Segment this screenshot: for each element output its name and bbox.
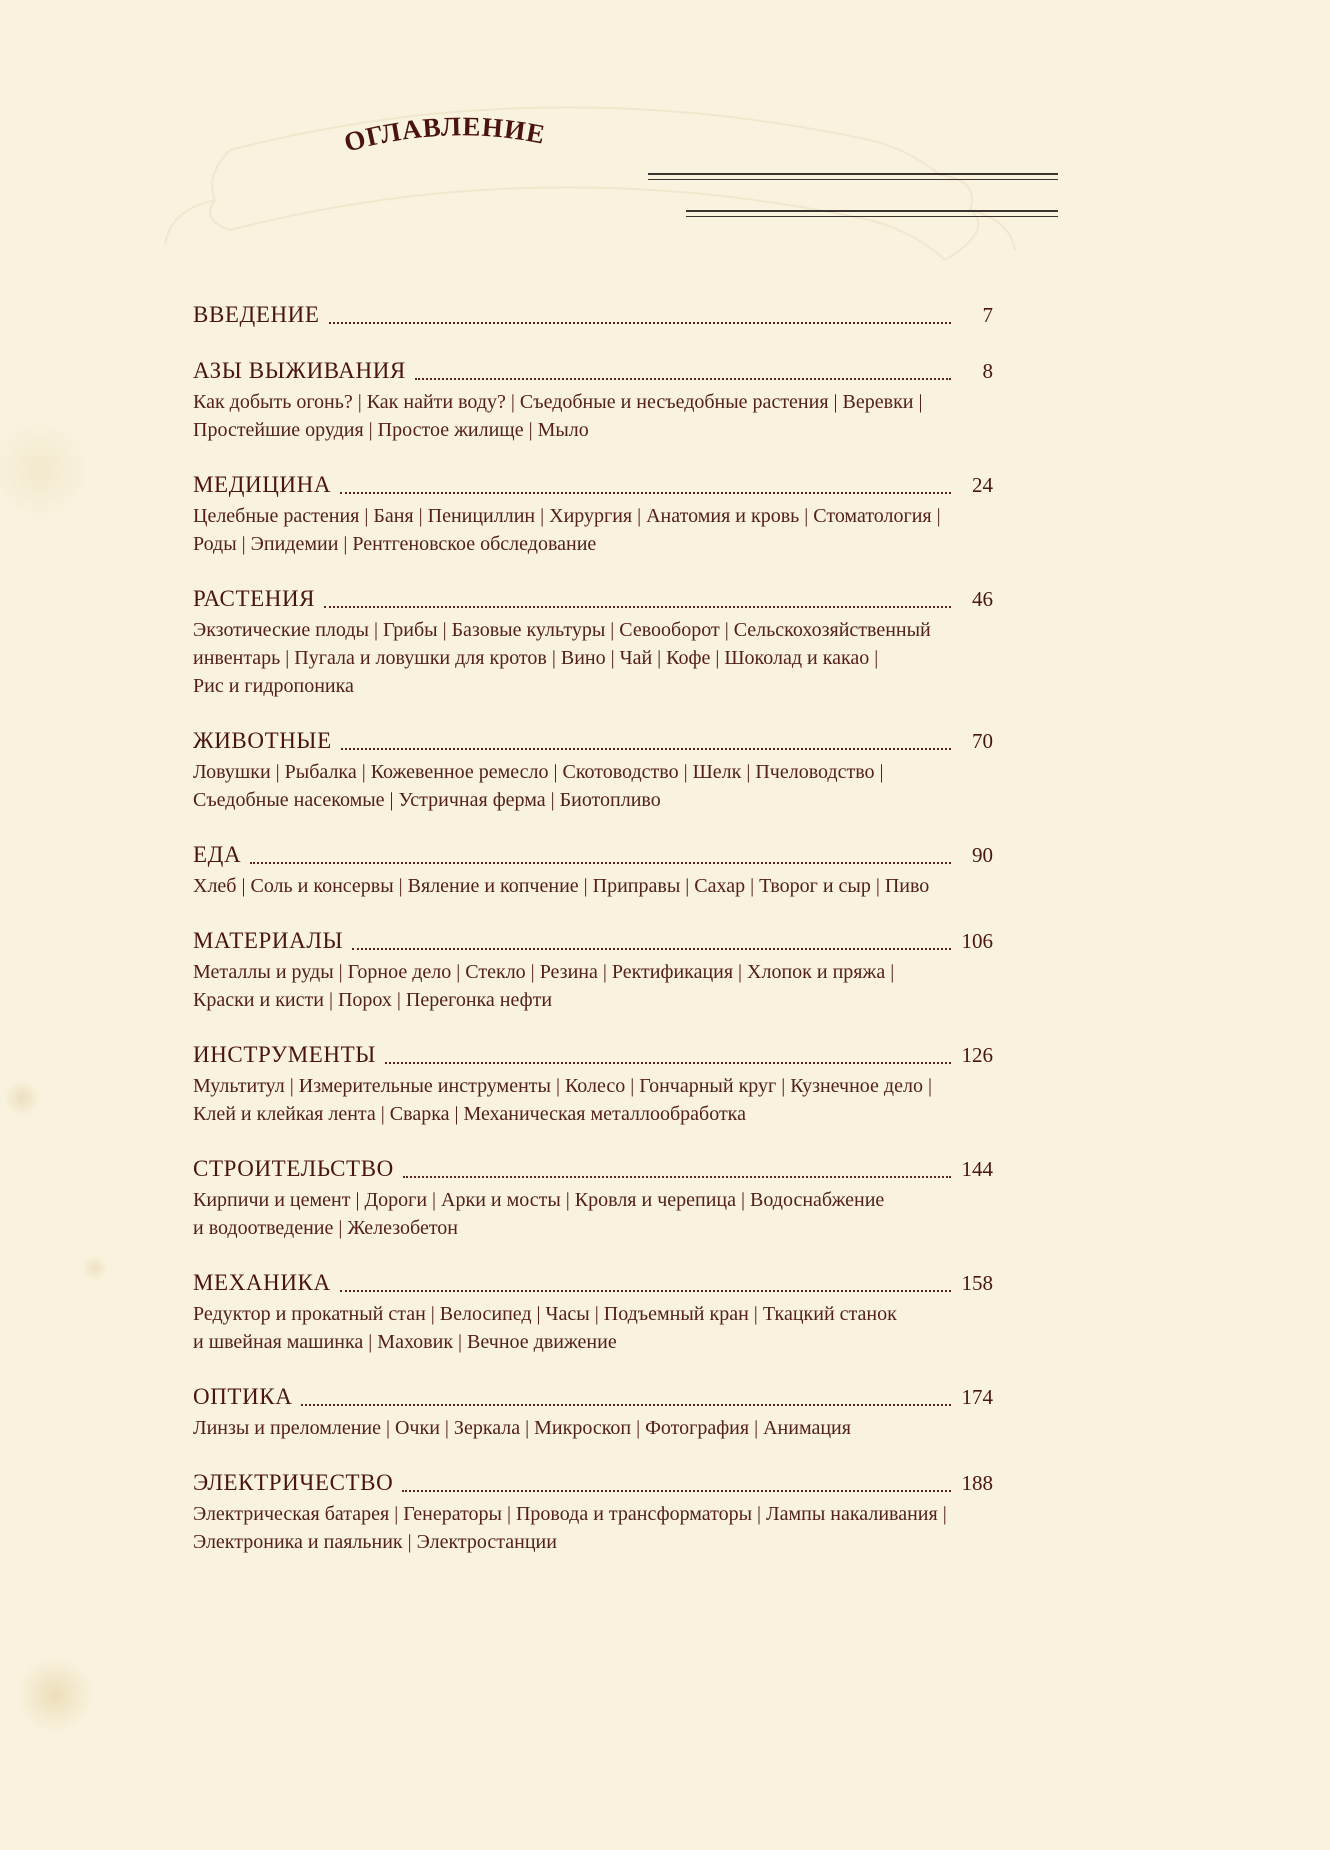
toc-entry-topics (193, 502, 993, 558)
toc-topic-line: Роды | Эпидемии | Рентгеновское обследование (193, 533, 597, 555)
toc-entry-topics (193, 1072, 993, 1128)
toc-topic-line: Кирпичи и цемент | Дороги | Арки и мосты | Кровля и черепица | Водоснабжение (193, 1189, 885, 1211)
toc-entry (193, 926, 993, 1014)
toc-entry-head (193, 1268, 993, 1298)
toc-topic-line: Целебные растения | Баня | Пенициллин | Хирургия | Анатомия и кровь | Стоматология | (193, 505, 941, 527)
toc-entry (193, 470, 993, 558)
toc-entry-head (193, 1382, 993, 1412)
ribbon-banner-sketch (110, 80, 1030, 290)
toc-entry-head (193, 584, 993, 614)
toc-topic-line: Клей и клейкая лента | Сварка | Механическая металлообработка (193, 1103, 746, 1125)
dot-leader (341, 748, 951, 750)
toc-entry-head (193, 470, 993, 500)
dot-leader (352, 948, 951, 950)
dot-leader (402, 1490, 951, 1492)
toc-entry-page-number: 8 (982, 359, 993, 383)
toc-topic-line: и водоотведение | Железобетон (193, 1217, 458, 1239)
toc-topic-line: Краски и кисти | Порох | Перегонка нефти (193, 989, 553, 1011)
toc-entry-title: СТРОИТЕЛЬСТВО (193, 1156, 394, 1181)
toc-topic-line: Экзотические плоды | Грибы | Базовые культуры | Севооборот | Сельскохозяйственный (193, 619, 931, 641)
toc-entry (193, 584, 993, 700)
toc-entry-page-number: 7 (982, 303, 993, 327)
dot-leader (340, 492, 951, 494)
toc-list (193, 300, 993, 1582)
toc-entry-title: ЭЛЕКТРИЧЕСТВО (193, 1470, 394, 1495)
toc-entry-title: МЕХАНИКА (193, 1270, 331, 1295)
toc-topic-line: Металлы и руды | Горное дело | Стекло | Резина | Ректификация | Хлопок и пряжа | (193, 961, 895, 983)
dot-leader (324, 606, 951, 608)
toc-entry-page-number: 158 (961, 1271, 993, 1295)
toc-entry-page-number: 70 (972, 729, 993, 753)
toc-entry (193, 1154, 993, 1242)
toc-entry-page-number: 90 (972, 843, 993, 867)
toc-topic-line: Электроника и паяльник | Электростанции (193, 1531, 557, 1553)
toc-topic-line: и швейная машинка | Маховик | Вечное движение (193, 1331, 617, 1353)
toc-entry-title: АЗЫ ВЫЖИВАНИЯ (193, 358, 406, 383)
dot-leader (385, 1062, 951, 1064)
toc-entry (193, 1468, 993, 1556)
toc-entry-page-number: 144 (961, 1157, 993, 1181)
toc-topic-line: Редуктор и прокатный стан | Велосипед | Часы | Подъемный кран | Ткацкий станок (193, 1303, 897, 1325)
toc-entry-title: МАТЕРИАЛЫ (193, 928, 344, 953)
toc-topic-line: Простейшие орудия | Простое жилище | Мыло (193, 419, 589, 441)
toc-entry-title: РАСТЕНИЯ (193, 586, 316, 611)
toc-entry-head (193, 1040, 993, 1070)
toc-entry-topics (193, 758, 993, 814)
toc-topic-line: Электрическая батарея | Генераторы | Провода и трансформаторы | Лампы накаливания | (193, 1503, 947, 1525)
decorative-rule-bottom (686, 210, 1058, 217)
toc-entry-title: ОПТИКА (193, 1384, 293, 1409)
toc-entry-head (193, 840, 993, 870)
toc-entry (193, 1040, 993, 1128)
toc-entry-title: ЖИВОТНЫЕ (193, 728, 332, 753)
toc-topic-line: Линзы и преломление | Очки | Зеркала | Микроскоп | Фотография | Анимация (193, 1417, 851, 1439)
toc-entry-title: ИНСТРУМЕНТЫ (193, 1042, 376, 1067)
toc-entry-page-number: 188 (961, 1471, 993, 1495)
toc-entry (193, 1382, 993, 1442)
toc-entry-topics (193, 616, 993, 700)
toc-entry-head (193, 356, 993, 386)
toc-entry-topics (193, 958, 993, 1014)
toc-topic-line: Ловушки | Рыбалка | Кожевенное ремесло | Скотоводство | Шелк | Пчеловодство | (193, 761, 884, 783)
decorative-rule-top (648, 173, 1058, 180)
toc-entry-title: МЕДИЦИНА (193, 472, 332, 497)
toc-entry-page-number: 24 (972, 473, 993, 497)
toc-entry-page-number: 126 (961, 1043, 993, 1067)
toc-topic-line: инвентарь | Пугала и ловушки для кротов | Вино | Чай | Кофе | Шоколад и какао | (193, 647, 879, 669)
toc-entry-head (193, 926, 993, 956)
toc-entry-topics (193, 1186, 993, 1242)
dot-leader (340, 1290, 951, 1292)
dot-leader (250, 862, 951, 864)
toc-entry-topics (193, 1414, 993, 1442)
toc-entry (193, 1268, 993, 1356)
toc-entry-head (193, 1468, 993, 1498)
dot-leader (301, 1404, 951, 1406)
toc-entry-topics (193, 872, 993, 900)
svg-text:ОГЛАВЛЕНИЕ (343, 111, 548, 157)
toc-topic-line: Съедобные насекомые | Устричная ферма | Биотопливо (193, 789, 661, 811)
dot-leader (329, 322, 951, 324)
page-title-text: ОГЛАВЛЕНИЕ (343, 111, 549, 158)
toc-entry (193, 300, 993, 330)
toc-entry (193, 356, 993, 444)
toc-entry (193, 840, 993, 900)
toc-entry-title: ЕДА (193, 842, 242, 867)
toc-entry-head (193, 300, 993, 330)
toc-entry-page-number: 46 (972, 587, 993, 611)
toc-topic-line: Как добыть огонь? | Как найти воду? | Съедобные и несъедобные растения | Веревки | (193, 391, 923, 413)
toc-entry-title: ВВЕДЕНИЕ (193, 302, 320, 327)
toc-entry-topics (193, 388, 993, 444)
toc-entry-head (193, 726, 993, 756)
toc-entry-topics (193, 1300, 993, 1356)
toc-topic-line: Хлеб | Соль и консервы | Вяление и копчение | Приправы | Сахар | Творог и сыр | Пиво (193, 875, 930, 897)
toc-topic-line: Мультитул | Измерительные инструменты | Колесо | Гончарный круг | Кузнечное дело | (193, 1075, 932, 1097)
toc-entry (193, 726, 993, 814)
toc-entry-head (193, 1154, 993, 1184)
toc-topic-line: Рис и гидропоника (193, 675, 354, 697)
dot-leader (415, 378, 951, 380)
dot-leader (403, 1176, 951, 1178)
page-title (343, 96, 557, 179)
toc-entry-page-number: 174 (961, 1385, 993, 1409)
toc-entry-topics (193, 1500, 993, 1556)
toc-entry-page-number: 106 (961, 929, 993, 953)
